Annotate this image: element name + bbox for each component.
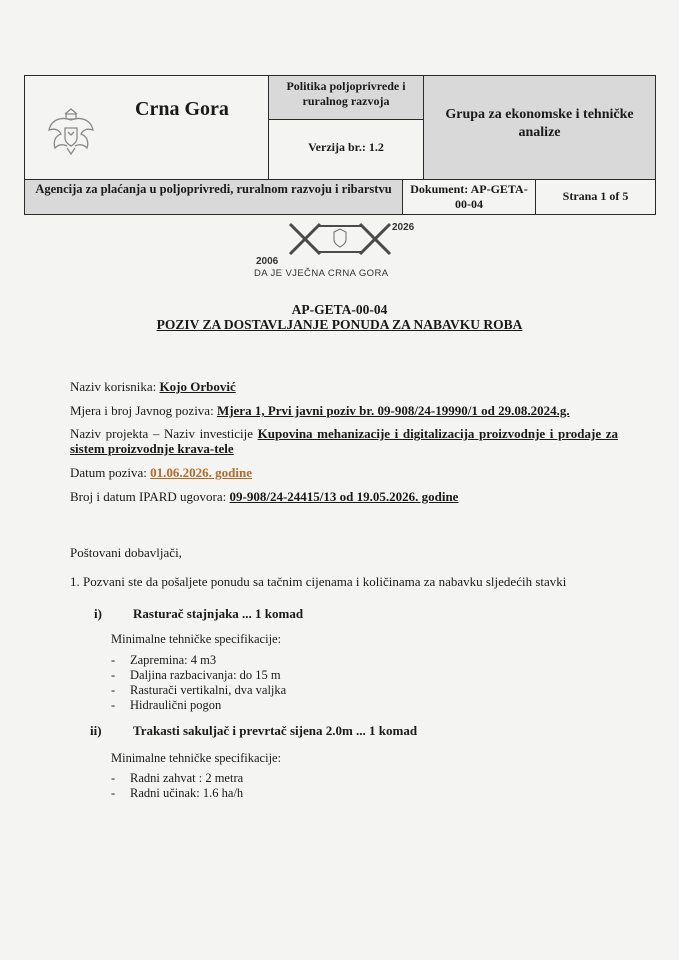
header-version: Verzija br.: 1.2: [308, 140, 384, 154]
measure-line: [70, 403, 570, 419]
item-2-number: ii): [90, 723, 102, 738]
measure-label: Mjera i broj Javnog poziva:: [70, 403, 214, 418]
spec-item: - Rasturači vertikalni, dva valjka: [111, 683, 286, 698]
header-page-cell: [536, 180, 655, 214]
project-value: Kupovina mehanizacije i digitalizacija proizvodnje i prodaje za sistem proizvodnje krava-tele: [70, 426, 618, 456]
document-code: AP-GETA-00-04: [291, 302, 388, 317]
document-title: POZIV ZA DOSTAVLJANJE PONUDA ZA NABAVKU ROBA: [156, 317, 523, 332]
header-document-cell: [403, 180, 536, 214]
spec-item: - Zapremina: 4 m3: [111, 653, 286, 668]
spec-item: - Radni zahvat : 2 metra: [111, 771, 243, 786]
contract-value: 09-908/24-24415/13 od 19.05.2026. godine: [229, 489, 459, 504]
logo-motto: DA JE VJEČNA CRNA GORA: [254, 268, 389, 279]
header-country-cell: [25, 76, 269, 180]
measure-value: Mjera 1, Prvi javni poziv br. 09-908/24-19990/1 od 29.08.2024.g.: [216, 403, 570, 418]
item-2-name: Trakasti sakuljač i prevrtač sijena 2.0m ... 1 komad: [133, 723, 418, 738]
item-2-spec-title: Minimalne tehničke specifikacije:: [111, 751, 282, 765]
item-1-name: Rasturač stajnjaka ... 1 komad: [133, 606, 304, 621]
header-country: Crna Gora: [135, 98, 229, 120]
jubilee-logo: [250, 220, 430, 280]
header-policy: Politika poljoprivrede i ruralnog razvoja: [286, 79, 406, 108]
user-value: Kojo Orbović: [159, 379, 236, 394]
spec-item: - Daljina razbacivanja: do 15 m: [111, 668, 286, 683]
item-2-spec-list: [111, 771, 243, 801]
document-header-table: [24, 75, 656, 215]
header-policy-cell: [269, 76, 424, 120]
user-label: Naziv korisnika:: [70, 379, 157, 394]
user-line: [70, 379, 236, 395]
contract-label: Broj i datum IPARD ugovora:: [70, 489, 227, 504]
header-document: Dokument: AP-GETA-00-04: [410, 182, 528, 211]
header-group: Grupa za ekonomske i tehničke analize: [445, 107, 634, 140]
project-line: [70, 426, 618, 456]
date-value: 01.06.2026. godine: [150, 465, 252, 480]
project-label: Naziv projekta – Naziv investicije: [70, 426, 254, 441]
contract-line: [70, 489, 458, 505]
date-label: Datum poziva:: [70, 465, 147, 480]
spec-item: - Radni učinak: 1.6 ha/h: [111, 786, 243, 801]
header-agency-cell: [25, 180, 403, 214]
point-1: 1. Pozvani ste da pošaljete ponudu sa tačnim cijenama i količinama za nabavku sljedećih stavki: [70, 574, 567, 589]
spec-item: - Hidraulični pogon: [111, 698, 286, 713]
item-1-spec-list: [111, 653, 286, 713]
logo-year-end: 2026: [392, 222, 415, 233]
greeting: Poštovani dobavljači,: [70, 545, 182, 560]
header-agency: Agencija za plaćanja u poljoprivredi, ruralnom razvoju i ribarstvu: [35, 182, 392, 196]
header-version-cell: [269, 120, 424, 180]
item-1-spec-title: Minimalne tehničke specifikacije:: [111, 632, 282, 646]
logo-year-start: 2006: [256, 256, 279, 267]
header-group-cell: [424, 76, 655, 180]
header-page-number: Strana 1 of 5: [562, 189, 629, 203]
item-1-number: i): [94, 606, 102, 621]
date-line: [70, 465, 252, 481]
coat-of-arms-icon: [43, 104, 99, 160]
